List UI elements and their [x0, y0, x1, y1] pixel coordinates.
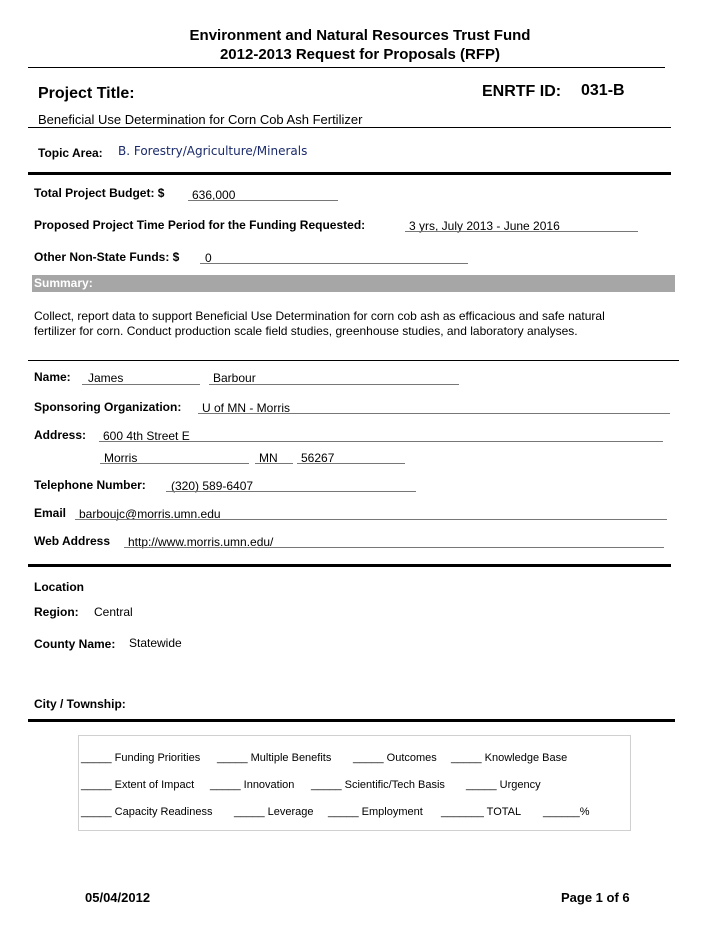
- telephone-underline: [166, 491, 416, 492]
- zip-underline: [297, 463, 405, 464]
- non-state-funds-value: 0: [205, 251, 212, 265]
- project-title-value: Beneficial Use Determination for Corn Cob Ash Fertilizer: [38, 112, 363, 127]
- county-name-value: Statewide: [129, 636, 182, 650]
- criteria-leverage: _____ Leverage: [234, 806, 314, 818]
- email-label: Email: [34, 506, 67, 520]
- budget-value: 636,000: [192, 188, 236, 202]
- document-subtitle: 2012-2013 Request for Proposals (RFP): [219, 46, 501, 63]
- telephone-value: (320) 589-6407: [171, 479, 254, 493]
- city-underline: [100, 463, 249, 464]
- criteria-urgency: _____ Urgency: [466, 779, 541, 791]
- project-title-label: Project Title:: [38, 85, 135, 102]
- street-value: 600 4th Street E: [103, 429, 190, 443]
- first-name-value: James: [88, 371, 124, 385]
- web-address-underline: [124, 547, 664, 548]
- sponsoring-org-label: Sponsoring Organization:: [34, 400, 182, 414]
- contact-divider: [28, 564, 671, 567]
- county-name-label: County Name:: [34, 637, 116, 651]
- evaluation-criteria-box: [78, 735, 631, 831]
- document-title: Environment and Natural Resources Trust Fund: [189, 27, 531, 44]
- criteria-knowledge-base: _____ Knowledge Base: [451, 752, 568, 764]
- footer-date: 05/04/2012: [85, 890, 151, 905]
- state-value: MN: [259, 451, 278, 465]
- last-name-underline: [209, 384, 459, 385]
- criteria-funding-priorities: _____ Funding Priorities: [81, 752, 201, 764]
- criteria-total: _______ TOTAL: [441, 806, 522, 818]
- footer-page-number: Page 1 of 6: [561, 890, 630, 905]
- time-period-underline: [405, 231, 638, 232]
- budget-label: Total Project Budget: $: [34, 186, 165, 200]
- criteria-capacity-readiness: _____ Capacity Readiness: [81, 806, 213, 818]
- email-value: barboujc@morris.umn.edu: [79, 507, 221, 521]
- enrtf-id-value: 031-B: [581, 82, 625, 99]
- topic-area-label: Topic Area:: [38, 146, 103, 160]
- web-address-value: http://www.morris.umn.edu/: [128, 535, 274, 549]
- summary-text-line-1: Collect, report data to support Beneficial Use Determination for corn cob ash as efficacious and safe natural: [34, 309, 605, 323]
- summary-text-line-2: fertilizer for corn. Conduct production scale field studies, greenhouse studies, and laboratory analyses.: [34, 324, 578, 338]
- summary-divider: [28, 360, 679, 361]
- criteria-outcomes: _____ Outcomes: [353, 752, 437, 764]
- enrtf-id-label: ENRTF ID:: [482, 83, 562, 100]
- last-name-value: Barbour: [213, 371, 256, 385]
- location-heading: Location: [34, 580, 84, 594]
- header-divider: [28, 67, 665, 68]
- time-period-label: Proposed Project Time Period for the Funding Requested:: [34, 218, 366, 232]
- city-township-label: City / Township:: [34, 697, 126, 711]
- non-state-funds-underline: [200, 263, 468, 264]
- summary-bar: [32, 275, 675, 292]
- criteria-extent-of-impact: _____ Extent of Impact: [81, 779, 195, 791]
- criteria-multiple-benefits: _____ Multiple Benefits: [217, 752, 332, 764]
- criteria-scientific-tech-basis: _____ Scientific/Tech Basis: [311, 779, 445, 791]
- region-label: Region:: [34, 605, 79, 619]
- zip-value: 56267: [301, 451, 335, 465]
- criteria-percent: ______%: [543, 806, 590, 818]
- name-label: Name:: [34, 370, 71, 384]
- region-value: Central: [94, 605, 133, 619]
- non-state-funds-label: Other Non-State Funds: $: [34, 250, 180, 264]
- telephone-label: Telephone Number:: [34, 478, 146, 492]
- topic-area-value: B. Forestry/Agriculture/Minerals: [118, 144, 308, 158]
- budget-underline: [188, 200, 338, 201]
- criteria-innovation: _____ Innovation: [210, 779, 295, 791]
- location-divider: [28, 719, 675, 722]
- summary-heading: Summary:: [34, 276, 93, 290]
- address-label: Address:: [34, 428, 87, 442]
- first-name-underline: [82, 384, 200, 385]
- city-value: Morris: [104, 451, 138, 465]
- sponsoring-org-underline: [198, 413, 670, 414]
- street-underline: [99, 441, 663, 442]
- criteria-employment: _____ Employment: [328, 806, 423, 818]
- state-underline: [255, 463, 293, 464]
- web-address-label: Web Address: [34, 534, 111, 548]
- time-period-value: 3 yrs, July 2013 - June 2016: [409, 219, 560, 233]
- topic-divider: [28, 172, 671, 175]
- title-divider: [28, 127, 671, 128]
- sponsoring-org-value: U of MN - Morris: [202, 401, 290, 415]
- email-underline: [75, 519, 667, 520]
